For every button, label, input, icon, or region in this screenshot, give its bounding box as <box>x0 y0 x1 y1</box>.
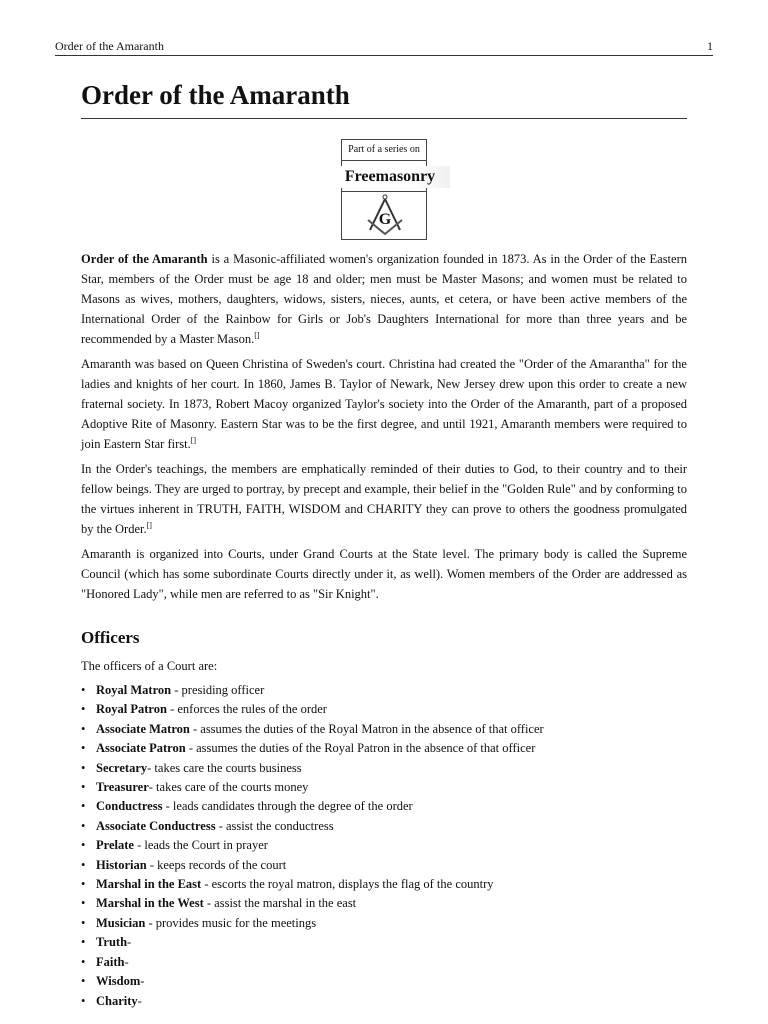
officer-item <box>81 894 687 913</box>
officer-title: Associate Matron <box>96 721 190 736</box>
officer-description: - enforces the rules of the order <box>166 702 327 717</box>
officer-item <box>81 856 687 875</box>
paragraphs <box>81 249 687 604</box>
officer-item <box>81 875 687 894</box>
officer-title: Historian <box>96 857 147 872</box>
officer-description: - assumes the duties of the Royal Matron in the absence of that officer <box>189 721 544 736</box>
officer-title: Marshal in the East <box>96 877 202 892</box>
officer-description: - assumes the duties of the Royal Patron in the absence of that officer <box>185 741 536 756</box>
officer-item <box>81 914 687 933</box>
officer-item <box>81 797 687 816</box>
running-header-rule <box>55 55 713 56</box>
citation-link[interactable]: [] <box>146 520 152 530</box>
paragraph <box>81 459 687 539</box>
officer-description: - provides music for the meetings <box>145 915 317 930</box>
officer-description: - assist the conductress <box>215 818 334 833</box>
officer-description: - <box>140 974 145 989</box>
officer-description: - takes care the courts business <box>147 760 302 775</box>
officer-title: Wisdom <box>96 974 141 989</box>
page-number: 1 <box>707 39 713 53</box>
emblem-letter: G <box>378 211 392 228</box>
citation-link[interactable]: [] <box>190 435 197 445</box>
paragraph <box>81 249 687 349</box>
officer-title: Associate Patron <box>96 741 186 756</box>
paragraph <box>81 544 687 604</box>
officer-item <box>81 759 687 778</box>
paragraph-text: is a Masonic-affiliated women's organization founded in 1873. As in the Order of the Eastern Star, members of the Order must be age 18 and older; men must be Master Masons; and women must be related to Masons as wives, mothers, daughters, widows, sisters, nieces, aunts, et cetera, or have been active members of the International Order of the Rainbow for Girls or Job's Daughters International for more than three years and be recommended by a Master Mason. <box>81 252 687 346</box>
officer-title: Associate Conductress <box>96 818 216 833</box>
officer-title: Conductress <box>96 799 163 814</box>
officer-item <box>81 953 687 972</box>
officer-title: Royal Matron <box>96 683 172 697</box>
series-name-link[interactable]: Freemasonry <box>330 166 450 188</box>
paragraph-text: Amaranth is organized into Courts, under Grand Courts at the State level. The primary body is called the Supreme Council (which has some subordinate Courts directly under it, as well). Women members of the Order are addressed as "Honored Lady", while men are referred to as "Sir Knight". <box>81 547 687 601</box>
running-header-title: Order of the Amaranth <box>55 39 164 53</box>
officer-title: Treasurer <box>96 780 149 795</box>
running-header <box>55 38 713 54</box>
officer-item <box>81 817 687 836</box>
officer-description: - <box>124 954 129 969</box>
page-title: Order of the Amaranth <box>81 80 350 110</box>
officer-title: Faith <box>96 954 125 969</box>
officer-item <box>81 972 687 991</box>
officer-item <box>81 700 687 719</box>
officer-title: Royal Patron <box>96 702 167 717</box>
officer-item <box>81 681 687 700</box>
officer-description: - <box>137 993 142 1008</box>
officer-item <box>81 778 687 797</box>
paragraph-text: In the Order's teachings, the members are emphatically reminded of their duties to God, to their country and to their fellow beings. They are urged to portray, by precept and example, their belief in the "Golden Rule" and by conforming to the virtues inherent in TRUTH, FAITH, WISDOM and CHARITY they can prove to others the goodness promulgated by the Order. <box>81 462 687 536</box>
section-heading-officers: Officers <box>81 628 140 647</box>
officer-title: Prelate <box>96 838 134 853</box>
paragraph <box>81 354 687 454</box>
series-label[interactable]: Part of a series on <box>342 140 426 161</box>
officer-title: Secretary <box>96 760 148 775</box>
officer-title: Marshal in the West <box>96 896 204 911</box>
officer-item <box>81 739 687 758</box>
officer-title: Charity <box>96 993 138 1008</box>
officer-description: - keeps records of the court <box>146 857 287 872</box>
officer-description: - escorts the royal matron, displays the flag of the country <box>201 877 494 892</box>
officer-description: - <box>127 935 132 950</box>
officer-description: - takes care of the courts money <box>148 780 309 795</box>
officer-item <box>81 992 687 1011</box>
officer-description: - presiding officer <box>171 683 265 697</box>
infobox-divider <box>342 191 426 192</box>
paragraph-lead: Order of the Amaranth <box>81 252 208 266</box>
citation-link[interactable]: [] <box>254 330 260 340</box>
officer-item <box>81 836 687 855</box>
officer-item <box>81 720 687 739</box>
officers-intro: The officers of a Court are: <box>81 659 218 673</box>
officer-title: Truth <box>96 935 128 950</box>
officers-list <box>81 681 687 1011</box>
article-body <box>81 249 687 1011</box>
officer-description: - leads candidates through the degree of the order <box>162 799 413 814</box>
officer-description: - assist the marshal in the east <box>203 896 357 911</box>
square-and-compasses-icon <box>364 194 406 236</box>
series-infobox <box>341 139 436 240</box>
officer-item <box>81 933 687 952</box>
officer-description: - leads the Court in prayer <box>133 838 268 853</box>
officer-title: Musician <box>96 915 146 930</box>
paragraph-text: Amaranth was based on Queen Christina of Sweden's court. Christina had created the "Order of the Amarantha" for the ladies and knights of her court. In 1860, James B. Taylor of Newark, New Jersey drew upon this order to create a new fraternal society. In 1873, Robert Macoy organized Taylor's society into the Order of the Amaranth, part of a proposed Adoptive Rite of Masonry. Eastern Star was to be the first degree, and until 1921, Amaranth members were required to join Eastern Star first. <box>81 357 687 451</box>
title-rule <box>81 118 687 119</box>
